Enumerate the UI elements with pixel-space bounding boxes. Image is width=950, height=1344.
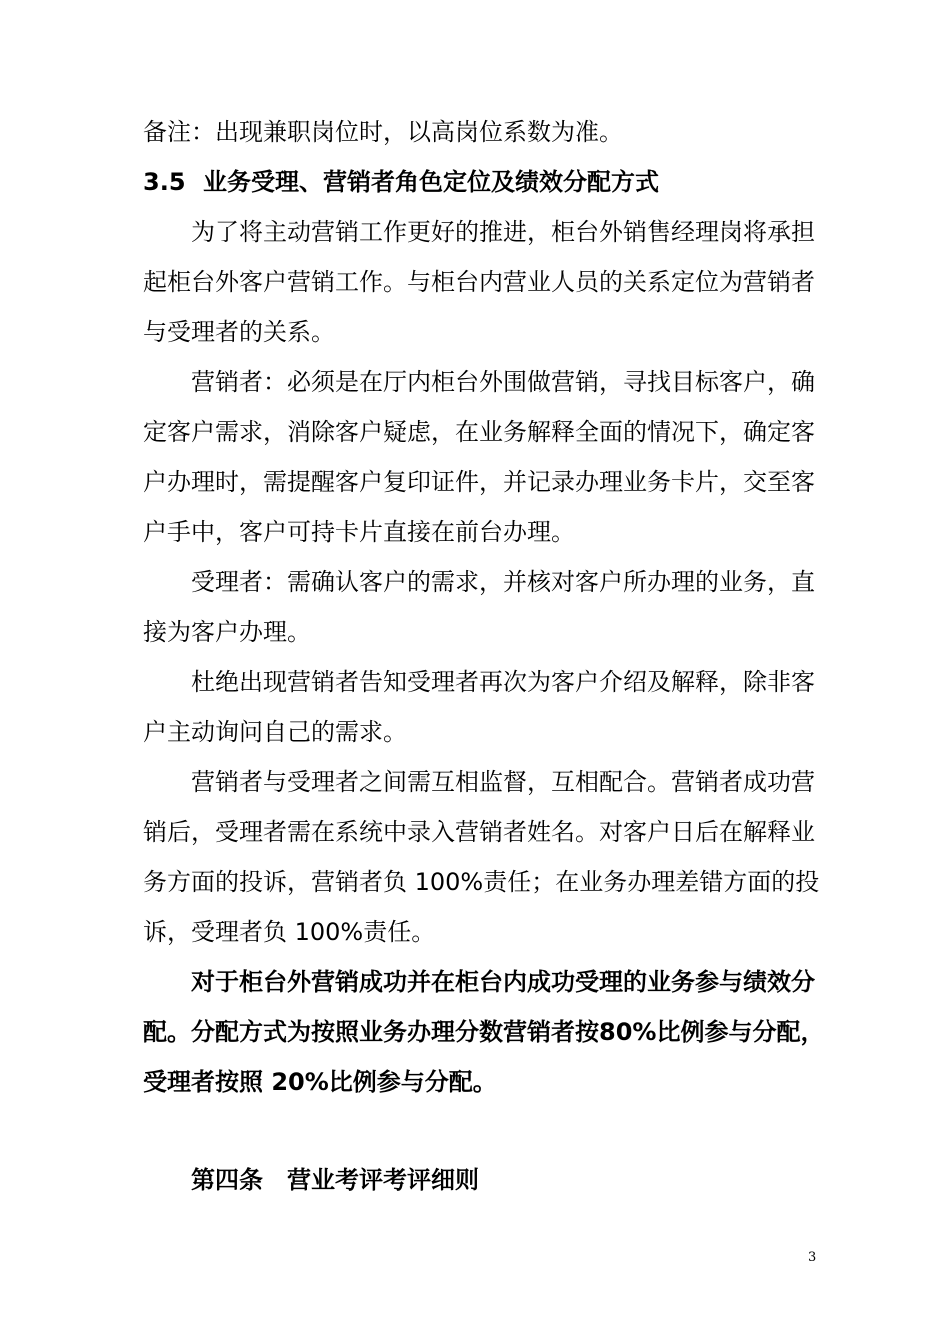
section-number: 3.5 <box>143 168 186 196</box>
paragraph-line: 起柜台外客户营销工作。与柜台内营业人员的关系定位为营销者 <box>143 268 815 296</box>
paragraph-line: 与受理者的关系。 <box>143 318 335 346</box>
bold-paragraph-line: 配。分配方式为按照业务办理分数营销者按80%比例参与分配， <box>143 1018 825 1046</box>
note-line: 备注：出现兼职岗位时，以高岗位系数为准。 <box>143 118 623 146</box>
paragraph-line: 营销者与受理者之间需互相监督，互相配合。营销者成功营 <box>191 768 815 796</box>
paragraph-line: 为了将主动营销工作更好的推进，柜台外销售经理岗将承担 <box>191 218 815 246</box>
document-body <box>143 107 823 1205</box>
bold-paragraph-line: 受理者按照 20%比例参与分配。 <box>143 1068 497 1096</box>
chapter-heading <box>143 1155 823 1205</box>
page-number: 3 <box>808 1250 817 1265</box>
paragraph-line: 受理者：需确认客户的需求，并核对客户所办理的业务，直 <box>191 568 815 596</box>
paragraph-line: 户主动询问自己的需求。 <box>143 718 407 746</box>
paragraph-line: 诉，受理者负 100%责任。 <box>143 918 436 946</box>
chapter-title: 营业考评考评细则 <box>287 1166 479 1194</box>
paragraph-line: 定客户需求，消除客户疑虑，在业务解释全面的情况下，确定客 <box>143 418 815 446</box>
chapter-label: 第四条 <box>191 1166 263 1194</box>
paragraph-line: 杜绝出现营销者告知受理者再次为客户介绍及解释，除非客 <box>191 668 815 696</box>
section-heading <box>143 157 823 207</box>
section-title: 业务受理、营销者角色定位及绩效分配方式 <box>203 168 659 196</box>
paragraph-line: 户办理时，需提醒客户复印证件，并记录办理业务卡片，交至客 <box>143 468 815 496</box>
paragraph-line: 务方面的投诉，营销者负 100%责任；在业务办理差错方面的投 <box>143 868 820 896</box>
paragraph-line: 接为客户办理。 <box>143 618 311 646</box>
paragraph-line: 营销者：必须是在厅内柜台外围做营销，寻找目标客户，确 <box>191 368 815 396</box>
paragraph-line: 销后，受理者需在系统中录入营销者姓名。对客户日后在解释业 <box>143 818 815 846</box>
bold-paragraph-line: 对于柜台外营销成功并在柜台内成功受理的业务参与绩效分 <box>191 968 815 996</box>
paragraph-line: 户手中，客户可持卡片直接在前台办理。 <box>143 518 575 546</box>
